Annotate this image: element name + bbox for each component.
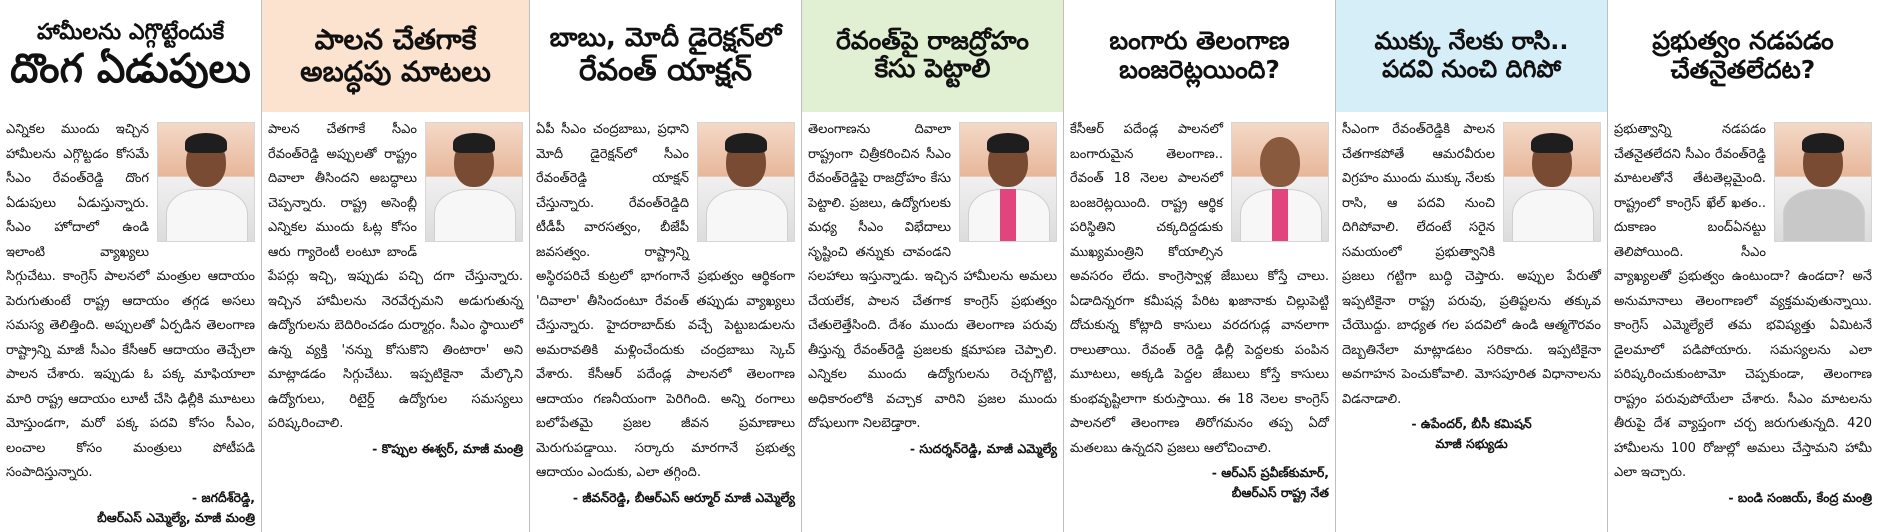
article-column-1 (0, 0, 262, 532)
portrait-photo (425, 122, 523, 242)
article-headline-line-1: ప్రభుత్వం నడపడం (1652, 26, 1834, 56)
article-signature (1070, 463, 1329, 503)
article-column-7 (1608, 0, 1878, 532)
pink-scarf (1272, 189, 1288, 241)
signature-name: - జీవన్‌రెడ్డి, బీఆర్ఎస్ ఆర్మూర్ మాజీ ఎమ్మెల్యే (572, 489, 795, 505)
article-column-5 (1064, 0, 1336, 532)
article-headline-block (802, 0, 1063, 112)
portrait-photo (157, 122, 255, 242)
article-headline-line-2: చేతనైతలేదట? (1670, 55, 1816, 84)
portrait-photo (697, 122, 795, 242)
portrait-hair (453, 133, 495, 153)
article-body: పాలన చేతగాకే సీఎం రేవంత్‌రెడ్డి అప్పులతో రాష్ట్రం దివాలా తీసిందని అబద్ధాలు చెప్పన్నారు. రాష్ట్ర అసెంబ్లీ ఎన్నికల ముందు ఓట్ల కోసం ఆరు గ్యారెంటీ లంటూ బాండ్ పేపర్లు ఇచ్చి, ఇప్పుడు పచ్చి దగా చేస్తున్నారు. ఇచ్చిన హామీలను నెరవేర్చమని అడుగుతున్న ఉద్యోగులను బెదిరించడం దుర్మార్గం. సీఎం స్థాయిలో ఉన్న వ్యక్తి 'నన్ను కోసుకొని తింటారా' అని మాట్లాడడం సిగ్గుచేటు. ఇప్పటికైనా మేల్కొని ఉద్యోగులు, రిటైర్డ్ ఉద్యోగుల సమస్యలు పరిష్కరించాలి. (268, 122, 523, 431)
article-headline-block (1608, 0, 1878, 112)
article-headline-line-2: పదవి నుంచి దిగిపో (1382, 55, 1561, 83)
article-signature (1614, 488, 1872, 508)
article-headline-line-2: రేవంత్ యాక్షన్ (578, 52, 753, 88)
article-headline-line-2: దొంగ ఏడుపులు (10, 45, 251, 92)
article-column-6 (1336, 0, 1608, 532)
article-body: ప్రభుత్వాన్ని నడపడం చేతనైతలేదని సీఎం రేవంత్‌రెడ్డి మాటలతోనే తేటతెల్లమైంది. రాష్ట్రంలో కాంగ్రెస్ ఖేల్ ఖతం.. దుకాణం బంద్‌ఏనట్టు తెలిపోయింది. సీఎం వ్యాఖ్యలతో ప్రభుత్వం ఉంటుందా? ఉండదా? అనే అనుమానాలు తెలంగాణలో వ్యక్తమవుతున్నాయి. కాంగ్రెస్ ఎమ్మెల్యేలే తమ భవిష్యత్తు ఏమిటనే డైలమాలో పడిపోయారు. సమస్యలను ఎలా పరిష్కరించుకుంటామో చెప్పకుండా, తెలంగాణ రాష్ట్రం పరువుపోయేలా చేశారు. సీఎం మాటలను తీరుపై దేశ వ్యాప్తంగా చర్చ జరుగుతున్నది. 420 హామీలను 100 రోజుల్లో అమలు చేస్తామని హామీ ఎలా ఇచ్చారు. (1614, 122, 1872, 480)
portrait-torso (706, 189, 788, 242)
article-column-4 (802, 0, 1064, 532)
article-body: కేసీఆర్ పదేండ్ల పాలనలో బంగారుమైన తెలంగాణ.. రేవంత్ 18 నెలల పాలనలో బంజరెట్లయింది. రాష్ట్ర ఆర్థిక పరిస్థితిని చక్కదిద్దడుకు ముఖ్యమంత్రిని కోయాల్సిన అవసరం లేదు. కాంగ్రెస్వాళ్ల జేబులు కోస్తే చాలు. ఏడాదిన్నరగా కమీషన్ల పేరిట ఖజానాకు చిల్లుపెట్టి దోచుకున్న కోట్లాది కాసులు వరదగుడ్ల వానలాగా రాలుతాయి. రేవంత్ రెడ్డి ఢిల్లీ పెద్దలకు పంపిన మూటలు, అక్కడి పెద్దల జేబులు కోస్తే కాసులు కుంభవృష్టిలాగా కురుస్తాయి. ఈ 18 నెలల కాంగ్రెస్ పాలనలో తెలంగాణ తిరోగమనం తప్ప ఏదో మతలబు ఉన్నదని ప్రజలు ఆలోచించాలి. (1070, 122, 1329, 456)
signature-name: - జగదీశ్‌రెడ్డి, (191, 489, 255, 505)
signature-name: - ఆర్ఎస్ ప్రవీణ్‌కుమార్, (1211, 465, 1329, 480)
article-body: తెలంగాణను దివాలా రాష్ట్రంగా చిత్రీకరించిన సీఎం రేవంత్‌రెడ్డిపై రాజద్రోహం కేసు పెట్టాలి. ప్రజలు, ఉద్యోగులకు మధ్య సీఎం విభేదాలు సృష్టించి తన్నుకు చావండని సలహాలు ఇస్తున్నాడు. ఇచ్చిన హామీలను అమలు చేయలేక, పాలన చేతగాక కాంగ్రెస్ ప్రభుత్వం చేతులెత్తేసింది. దేశం ముందు తెలంగాణ పరువు తీస్తున్న రేవంత్‌రెడ్డి ప్రజలకు క్షమాపణ చెప్పాలి. ఎన్నికల ముందు ఉద్యోగులను రెచ్చగొట్టి, అధికారంలోకి వచ్చాక వారిని ప్రజల ముందు దోషులుగా నిలబెడ్తారా. (808, 122, 1057, 431)
article-body: సీఎంగా రేవంత్‌రెడ్డికి పాలన చేతగాకపోతే ఆమరవీరుల విగ్రహం ముందు ముక్కు నేలకు రాసి, ఆ పదవి నుంచి దిగిపోవాలి. లేదంటే సరైన సమయంలో ప్రభుత్వానికి ప్రజలు గట్టిగా బుద్ధి చెప్తారు. అప్పుల పేరుతో ఇప్పటికైనా రాష్ట్ర పరువు, ప్రతిష్టలను తక్కువ చేయొద్దు. బాధ్యత గల పదవిలో ఉండి ఆత్మగౌరవం దెబ్బతినేలా మాట్లాడటం సరికాదు. ఇప్పటికైనా అవగాహన పెంచుకోవాలి. మోసపూరిత విధానాలను విడనాడాలి. (1342, 122, 1601, 407)
portrait-torso (1783, 189, 1865, 242)
signature-title: బీఆర్ఎస్ రాష్ట్ర నేత (1231, 485, 1329, 500)
article-headline-block (262, 0, 529, 112)
signature-title: మాజీ సభ్యుడు (1435, 436, 1508, 451)
portrait-photo (959, 122, 1057, 242)
pink-scarf (1000, 189, 1016, 241)
article-signature (6, 488, 255, 528)
article-signature (268, 439, 523, 459)
article-headline-block (1336, 0, 1607, 112)
article-headline-line-2: కేసు పెట్టాలి (874, 54, 991, 85)
article-signature (1342, 414, 1601, 454)
article-signature (808, 439, 1057, 459)
signature-name: - బండి సంజయ్, కేంద్ర మంత్రి (1728, 489, 1872, 505)
article-headline-line-2: అబద్ధపు మాటలు (300, 55, 491, 88)
article-headline-block (0, 0, 261, 112)
article-column-3 (530, 0, 802, 532)
portrait-torso (166, 189, 248, 242)
article-headline-line-1: హామీలను ఎగ్గొట్టేందుకే (36, 20, 225, 46)
portrait-hair (725, 133, 767, 153)
article-column-2 (262, 0, 530, 532)
article-headline-line-1: పాలన చేతగాకే (314, 22, 477, 56)
portrait-face (1260, 137, 1300, 187)
article-headline-line-1: బంగారు తెలంగాణ (1109, 26, 1290, 56)
article-headline-line-2: బంజరెట్లయింది? (1119, 55, 1280, 84)
signature-name: - ఉపేందర్, బీసీ కమిషన్ (1411, 416, 1532, 431)
signature-name: - కొప్పుల ఈశ్వర్, మాజీ మంత్రి (372, 440, 523, 456)
signature-name: - సుదర్శన్‌రెడ్డి, మాజీ ఎమ్మెల్యే (909, 440, 1057, 456)
article-headline-block (1064, 0, 1335, 112)
article-headline-line-1: ముక్కు నేలకు రాసి.. (1374, 27, 1569, 56)
portrait-photo (1503, 122, 1601, 242)
article-headline-line-1: రేవంత్‌పై రాజద్రోహం (836, 25, 1029, 55)
portrait-photo (1774, 122, 1872, 242)
article-headline-block (530, 0, 801, 112)
portrait-hair (987, 133, 1029, 153)
article-body: ఎన్నికల ముందు ఇచ్చిన హామీలను ఎగ్గొట్టడం కోసమే సీఎం రేవంత్‌రెడ్డి దొంగ ఏడుపులు ఏడుస్తున్నారు. సీఎం హోదాలో ఉండి ఇలాంటి వ్యాఖ్యలు సిగ్గుచేటు. కాంగ్రెస్ పాలనలో మంత్రుల ఆదాయం పెరుగుతుంటే రాష్ట్ర ఆదాయం తగ్గడ అసలు సమస్య తెలిత్తింది. అప్పులతో ఏర్పడిన తెలంగాణ రాష్ట్రాన్ని మాజీ సీఎం కేసీఆర్ ఆదాయం తెచ్చేలా పాలన చేశారు. ఇప్పుడు ఓ పక్క మాఫియాలా మారి రాష్ట్ర ఆదాయం లూటీ చేసి ఢిల్లీకి మూటలు మోస్తుండగా, మరో పక్క పదవి కోసం సీఎం, లంచాల కోసం మంత్రులు పోటీపడి సంపాదిస్తున్నారు. (6, 122, 255, 480)
portrait-hair (1802, 133, 1844, 153)
article-headline-line-1: బాబు, మోదీ డైరెక్షన్‌లో (549, 22, 782, 53)
portrait-photo (1231, 122, 1329, 242)
article-signature (536, 488, 795, 508)
portrait-torso (1512, 189, 1594, 242)
article-body: ఏపీ సీఎం చంద్రబాబు, ప్రధాని మోదీ డైరెక్షన్‌లో సీఎం రేవంత్‌రెడ్డి యాక్షన్ చేస్తున్నారు. రేవంత్‌రెడ్డిది టీడీపీ వారసత్వం, బీజేపీ జవసత్వం. రాష్ట్రాన్ని అస్థిరపరిచే కుట్రలో భాగంగానే ప్రభుత్వం ఆర్థికంగా 'దివాలా' తీసిందంటూ రేవంత్ తప్పుడు వ్యాఖ్యలు చేస్తున్నారు. హైదరాబాద్‌కు వచ్చే పెట్టుబడులను అమరావతికి మళ్లించేందుకు చంద్రబాబు స్కెచ్ వేశారు. కేసీఆర్ పదేండ్ల పాలనలో తెలంగాణ ఆదాయం గణనీయంగా పెరిగింది. అన్ని రంగాలు బలోపేతమై ప్రజల జీవన ప్రమాణాలు మెరుగుపడ్డాయి. సర్కారు మారగానే ప్రభుత్వ ఆదాయం ఎందుకు, ఎలా తగ్గింది. (536, 122, 795, 480)
portrait-torso (434, 189, 516, 242)
signature-title: బీఆర్ఎస్ ఎమ్మెల్యే, మాజీ మంత్రి (97, 509, 255, 525)
portrait-hair (1531, 133, 1573, 153)
portrait-hair (185, 133, 227, 153)
